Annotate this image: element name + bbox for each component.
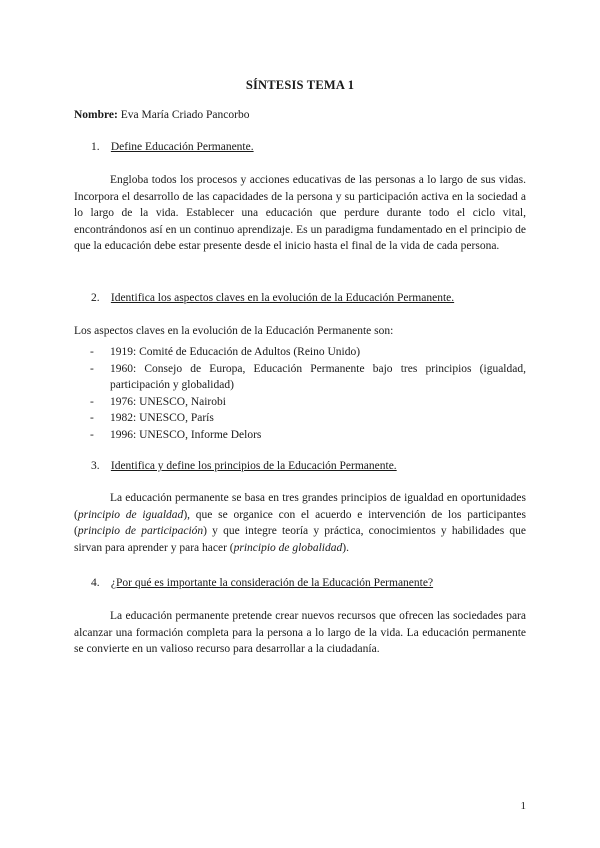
page-number: 1 bbox=[520, 800, 526, 812]
name-label: Nombre: bbox=[74, 109, 118, 121]
answer-3 bbox=[74, 490, 526, 556]
question-number: 1. bbox=[91, 141, 100, 153]
list-dash: - bbox=[90, 395, 94, 408]
list-dash: - bbox=[90, 362, 94, 375]
text-segment: ). bbox=[342, 541, 349, 554]
question-text: Define Educación Permanente. bbox=[110, 141, 254, 153]
principle-globality: principio de globalidad bbox=[233, 541, 343, 554]
question-1-heading bbox=[91, 139, 254, 156]
answer-1-text: Engloba todos los procesos y acciones educativas de las personas a lo largo de sus vidas. Incorpora el desarrollo de las capacidades de la persona y su participación activa en la sociedad a lo largo de la vida. Establecer una educación que perdure durante todo el ciclo vital, encontrándonos así en un continuo aprendizaje. Es un paradigma fundamentado en el principio de que la educación debe estar presente desde el inicio hasta el final de la vida de cada persona. bbox=[74, 174, 526, 253]
question-number: 2. bbox=[91, 292, 100, 304]
answer-2-intro: Los aspectos claves en la evolución de la Educación Permanente son: bbox=[74, 325, 394, 337]
question-text: Identifica los aspectos claves en la evolución de la Educación Permanente. bbox=[110, 292, 455, 304]
answer-4 bbox=[74, 608, 526, 658]
list-item bbox=[74, 344, 526, 361]
answer-4-text: La educación permanente pretende crear nuevos recursos que ofrecen las sociedades para alcanzar una formación completa para la persona a lo largo de la vida. La educación permanente se convierte en un valioso recurso para desarrollar a la ciudadanía. bbox=[74, 610, 526, 656]
principle-participation: principio de participación bbox=[77, 525, 204, 538]
document-title: SÍNTESIS TEMA 1 bbox=[245, 78, 355, 92]
list-dash: - bbox=[90, 412, 94, 425]
text-segment: La educación permanente se basa en tres grandes principios de igualdad en oportunidades ( bbox=[74, 492, 526, 521]
answer-3-text bbox=[74, 490, 526, 556]
principle-equality: principio de igualdad bbox=[77, 508, 184, 521]
question-4-heading bbox=[91, 575, 433, 592]
question-text: ¿Por qué es importante la consideración de la Educación Permanente? bbox=[110, 577, 434, 589]
question-number: 3. bbox=[91, 460, 100, 472]
text-segment: ) y que integre teoría y práctica, conocimientos y habilidades que sirvan para aprender y para hacer ( bbox=[74, 525, 526, 554]
list-item bbox=[74, 410, 526, 427]
list-item bbox=[74, 361, 526, 394]
text-segment: ), que se organice con el acuerdo e intervención de los participantes ( bbox=[74, 508, 526, 538]
milestones-list bbox=[74, 344, 526, 444]
question-3-heading bbox=[91, 458, 397, 475]
question-number: 4. bbox=[91, 577, 100, 589]
list-dash: - bbox=[90, 428, 94, 441]
list-item-text: 1996: UNESCO, Informe Delors bbox=[110, 428, 262, 441]
author-name: Eva María Criado Pancorbo bbox=[120, 109, 250, 121]
list-item-text: 1976: UNESCO, Nairobi bbox=[110, 395, 226, 408]
list-item bbox=[74, 427, 526, 444]
list-item-text: 1982: UNESCO, París bbox=[110, 412, 214, 425]
question-text: Identifica y define los principios de la Educación Permanente. bbox=[110, 460, 397, 472]
list-item bbox=[74, 394, 526, 411]
list-dash: - bbox=[90, 346, 94, 358]
list-item-text: 1960: Consejo de Europa, Educación Permanente bajo tres principios (igualdad, participación y globalidad) bbox=[110, 362, 526, 392]
answer-1 bbox=[74, 172, 526, 255]
question-2-heading bbox=[91, 290, 454, 307]
list-item-text: 1919: Comité de Educación de Adultos (Reino Unido) bbox=[110, 346, 361, 358]
author-line bbox=[74, 107, 249, 124]
